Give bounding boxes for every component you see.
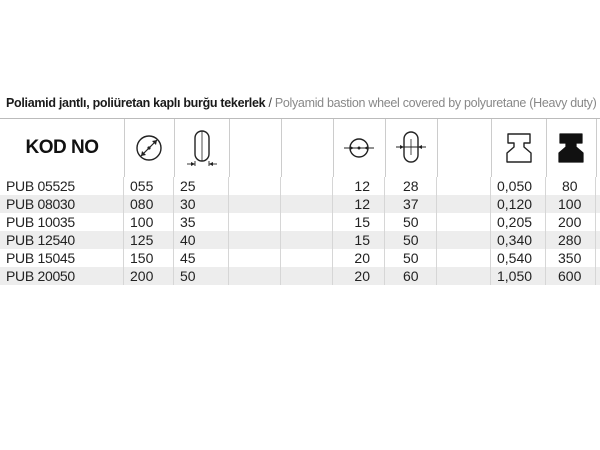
empty-cell: [437, 231, 491, 249]
bore-cell: 12: [333, 195, 385, 213]
weight-cell: 0,540: [491, 249, 546, 267]
table-row: [0, 177, 600, 195]
table-row: [0, 267, 600, 285]
empty-cell: [437, 177, 491, 195]
title-separator: /: [265, 96, 275, 110]
diameter-cell: 200: [124, 267, 174, 285]
code-cell: PUB 20050: [0, 267, 124, 285]
empty-cell: [281, 177, 333, 195]
table-title: [6, 96, 596, 110]
width-cell: 25: [174, 177, 229, 195]
diameter-cell: 125: [124, 231, 174, 249]
width-cell: 45: [174, 249, 229, 267]
hub-cell: 28: [385, 177, 437, 195]
hub-cell: 37: [385, 195, 437, 213]
diameter-cell: 150: [124, 249, 174, 267]
width-header: [174, 119, 230, 177]
table-row: [0, 213, 600, 231]
hub-cell: 50: [385, 249, 437, 267]
empty-cell: [437, 213, 491, 231]
empty-cell: [229, 177, 281, 195]
code-cell: PUB 15045: [0, 249, 124, 267]
code-cell: PUB 05525: [0, 177, 124, 195]
weight-cell: 0,120: [491, 195, 546, 213]
weight-cell: 0,050: [491, 177, 546, 195]
empty-cell: [281, 267, 333, 285]
table-row: [0, 249, 600, 267]
bore-cell: 20: [333, 249, 385, 267]
load-cell: 200: [546, 213, 596, 231]
table-row: [0, 231, 600, 249]
diameter-cell: 055: [124, 177, 174, 195]
wheel-width-icon: [185, 129, 219, 167]
load-cell: 600: [546, 267, 596, 285]
hub-cell: 50: [385, 231, 437, 249]
table-row: [0, 195, 600, 213]
load-cell: 100: [546, 195, 596, 213]
width-cell: 30: [174, 195, 229, 213]
empty-cell: [229, 231, 281, 249]
empty-header-3: [437, 119, 492, 177]
bore-cell: 20: [333, 267, 385, 285]
hub-cell: 50: [385, 213, 437, 231]
load-capacity-icon: [556, 132, 586, 164]
empty-cell: [229, 267, 281, 285]
diameter-cell: 080: [124, 195, 174, 213]
code-cell: PUB 12540: [0, 231, 124, 249]
bore-cell: 15: [333, 231, 385, 249]
table-body: [0, 177, 600, 285]
empty-cell: [281, 249, 333, 267]
table-header: [0, 118, 600, 177]
empty-cell: [229, 249, 281, 267]
wheel-diameter-icon: [134, 133, 164, 163]
width-cell: 35: [174, 213, 229, 231]
empty-cell: [229, 195, 281, 213]
empty-cell: [281, 231, 333, 249]
hub-cell: 60: [385, 267, 437, 285]
title-english: Polyamid bastion wheel covered by polyuretane (Heavy duty): [274, 96, 597, 110]
empty-header-1: [229, 119, 282, 177]
diameter-header: [124, 119, 175, 177]
code-cell: PUB 08030: [0, 195, 124, 213]
empty-cell: [281, 195, 333, 213]
axle-bore-icon: [342, 136, 376, 160]
empty-cell: [437, 267, 491, 285]
load-header: [546, 119, 597, 177]
empty-cell: [437, 249, 491, 267]
load-cell: 280: [546, 231, 596, 249]
load-cell: 80: [546, 177, 596, 195]
hub-length-icon: [394, 129, 428, 167]
hub-header: [385, 119, 438, 177]
weight-icon: [504, 132, 534, 164]
empty-cell: [437, 195, 491, 213]
weight-cell: 1,050: [491, 267, 546, 285]
code-cell: PUB 10035: [0, 213, 124, 231]
empty-cell: [229, 213, 281, 231]
diameter-cell: 100: [124, 213, 174, 231]
empty-cell: [281, 213, 333, 231]
bore-cell: 15: [333, 213, 385, 231]
bore-header: [333, 119, 386, 177]
weight-cell: 0,340: [491, 231, 546, 249]
weight-cell: 0,205: [491, 213, 546, 231]
empty-header-2: [281, 119, 334, 177]
code-header-label: KOD NO: [25, 137, 99, 158]
code-header: [0, 119, 125, 177]
load-cell: 350: [546, 249, 596, 267]
width-cell: 50: [174, 267, 229, 285]
title-turkish: Poliamid jantlı, poliüretan kaplı burğu tekerlek: [6, 96, 266, 110]
weight-header: [491, 119, 547, 177]
bore-cell: 12: [333, 177, 385, 195]
width-cell: 40: [174, 231, 229, 249]
